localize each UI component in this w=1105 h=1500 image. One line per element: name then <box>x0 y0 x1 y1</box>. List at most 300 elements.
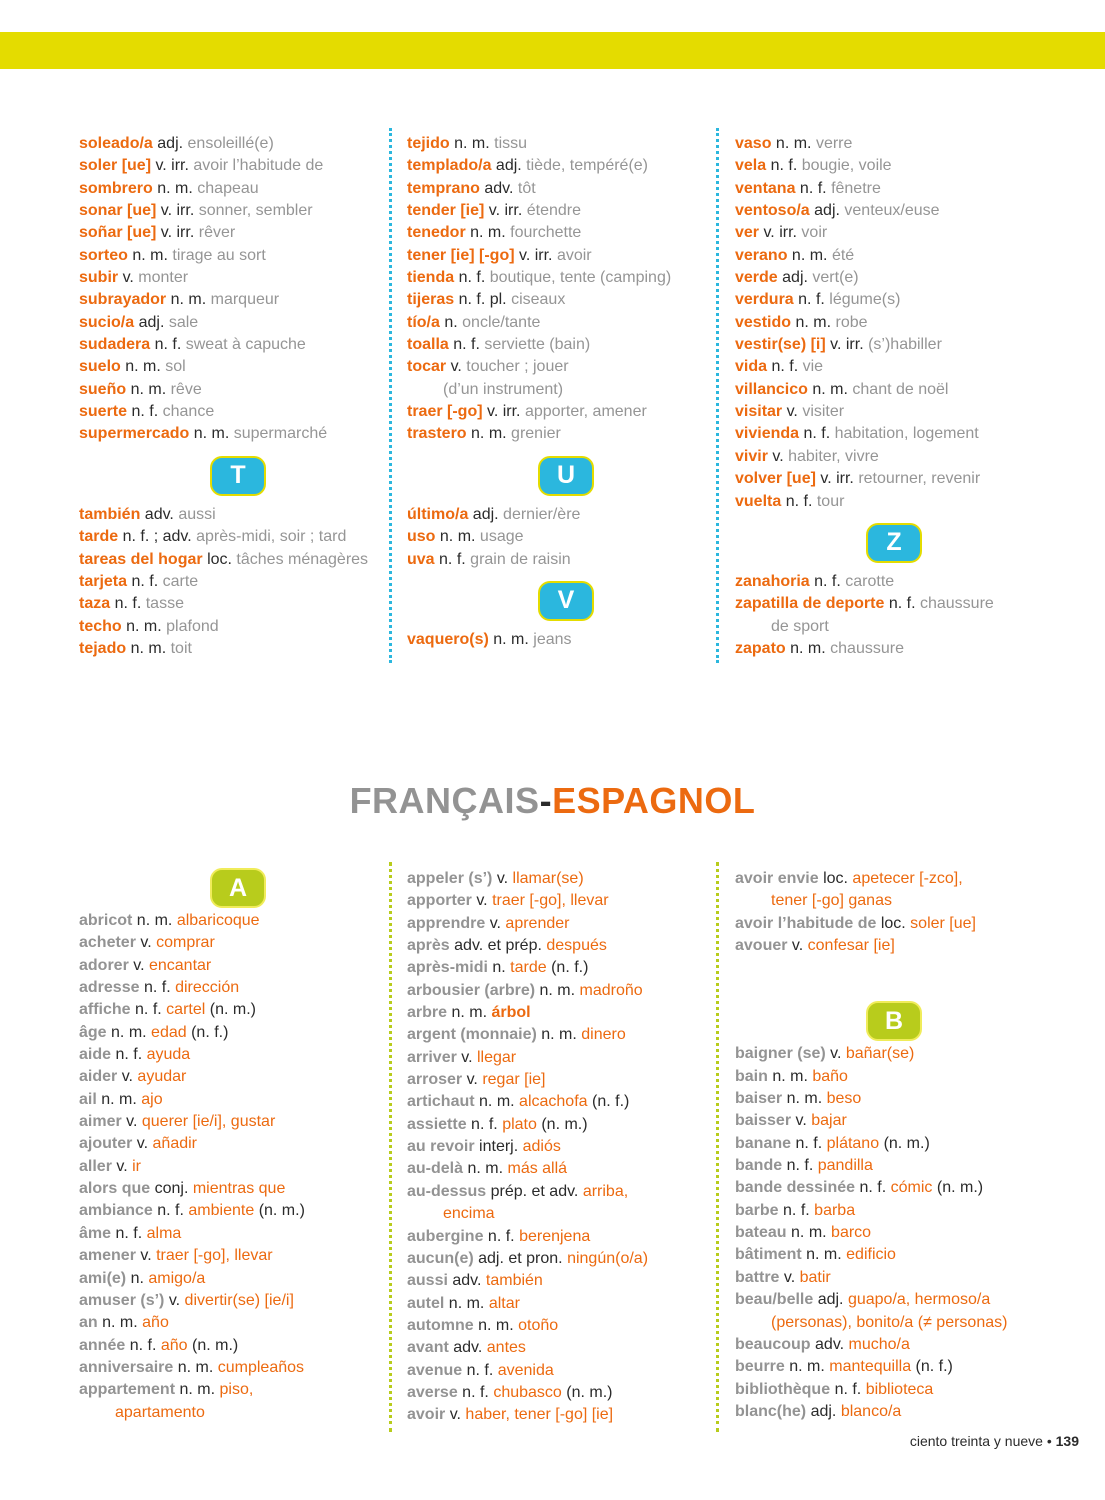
grammar-label: v. <box>122 269 134 287</box>
translation: cómic <box>890 1179 933 1197</box>
dictionary-entry <box>735 133 1053 155</box>
dictionary-entry <box>79 593 397 615</box>
grammar-label: n. m. <box>136 912 173 929</box>
translation: aprender <box>505 914 570 932</box>
headword: bande <box>735 1157 783 1175</box>
dictionary-entry <box>407 1382 725 1404</box>
grammar-label: adj. <box>495 157 522 175</box>
translation: ciseaux <box>511 291 566 309</box>
translation: alcachofa <box>519 1093 588 1111</box>
translation: (s’)habiller <box>868 336 942 354</box>
translation: traer [-go], llevar <box>156 1247 273 1265</box>
headword: tocar <box>407 358 447 376</box>
headword: alors que <box>79 1180 151 1198</box>
dictionary-entry <box>407 549 725 571</box>
translation: plato <box>502 1115 537 1133</box>
headword: baigner (se) <box>735 1045 826 1063</box>
dictionary-entry <box>79 245 397 267</box>
headword: tijeras <box>407 291 455 309</box>
grammar-label: n. m. <box>790 639 826 657</box>
headword: vaquero(s) <box>407 630 489 648</box>
grammar-label: v. <box>140 934 152 952</box>
translation: apetecer [-zco], <box>852 870 963 887</box>
dictionary-entry <box>79 549 397 571</box>
grammar-label: n. <box>492 959 506 977</box>
dictionary-entry <box>735 1088 1053 1110</box>
dictionary-entry <box>735 1379 1053 1401</box>
grammar-label: (n. m.) <box>883 1134 930 1152</box>
grammar-label: n. m. <box>772 1067 808 1085</box>
translation: madroño <box>579 981 643 999</box>
dictionary-entry <box>79 977 397 999</box>
headword: aider <box>79 1068 118 1086</box>
headword: sucio/a <box>79 313 135 331</box>
entry-continuation <box>407 1203 725 1225</box>
dictionary-entry <box>735 1244 1053 1266</box>
translation: regar [ie] <box>482 1071 546 1089</box>
translation: blanco/a <box>840 1402 902 1420</box>
dictionary-entry <box>79 1357 397 1379</box>
dictionary-entry <box>79 1379 397 1401</box>
translation: visiter <box>802 403 845 421</box>
translation: retourner, revenir <box>858 470 981 488</box>
fr-column-1 <box>79 868 397 1424</box>
grammar-label: v. <box>126 1113 138 1131</box>
dictionary-entry <box>79 356 397 378</box>
dictionary-entry <box>407 980 725 1002</box>
grammar-label: n. m. <box>471 425 507 443</box>
translation: más allá <box>507 1160 568 1178</box>
translation: ensoleillé(e) <box>187 135 274 152</box>
dictionary-entry <box>79 178 397 200</box>
letter-badge-b: B <box>866 1001 922 1041</box>
headword: avoir <box>407 1406 446 1424</box>
grammar-label: n. m. <box>541 1026 577 1044</box>
dictionary-entry <box>407 245 725 267</box>
grammar-label: n. m. <box>102 1314 138 1332</box>
translation: año <box>142 1314 169 1332</box>
dictionary-entry <box>79 526 397 548</box>
translation: guapo/a, hermoso/a <box>847 1291 991 1309</box>
translation: otoño <box>518 1316 559 1334</box>
translation: ambiente <box>188 1202 255 1220</box>
grammar-label: v. irr. <box>160 224 195 242</box>
grammar-label: (n. m.) <box>566 1383 613 1401</box>
grammar-label: n. m. <box>157 179 193 197</box>
section-title <box>0 780 1105 822</box>
grammar-label: n. m. <box>467 1160 504 1178</box>
headword: aller <box>79 1157 112 1175</box>
grammar-label: n. m. <box>126 617 162 635</box>
grammar-label: adv. <box>484 179 514 197</box>
title-espagnol: ESPAGNOL <box>552 780 756 821</box>
footer-bullet: • <box>1046 1433 1052 1449</box>
letter-badge-a: A <box>210 868 266 908</box>
headword: aubergine <box>407 1227 484 1245</box>
grammar-label: v. <box>450 358 462 376</box>
headword: vivir <box>735 447 768 465</box>
grammar-label: adv. <box>453 1339 483 1357</box>
dictionary-entry <box>735 289 1053 311</box>
dictionary-entry <box>79 999 397 1021</box>
headword: sudadera <box>79 336 151 354</box>
grammar-label: v. irr. <box>519 246 553 264</box>
grammar-label: v. <box>116 1157 128 1175</box>
dictionary-entry <box>407 504 725 526</box>
headword: an <box>79 1314 98 1332</box>
column-divider <box>716 862 719 1432</box>
grammar-label: n. f. <box>487 1227 515 1245</box>
headword: beurre <box>735 1358 785 1376</box>
dictionary-entry <box>79 423 397 445</box>
grammar-label: n. f. <box>154 336 182 354</box>
headword: vaso <box>735 135 772 152</box>
grammar-label: (n. m.) <box>936 1179 984 1197</box>
translation: aussi <box>178 505 216 523</box>
dictionary-entry <box>407 1226 725 1248</box>
grammar-label: n. f. <box>783 1201 810 1219</box>
translation: bougie, voile <box>801 157 892 175</box>
grammar-label: n. f. <box>795 1134 823 1152</box>
grammar-label: n. f. <box>799 179 827 197</box>
dictionary-entry <box>735 1200 1053 1222</box>
translation: mantequilla <box>829 1358 912 1376</box>
headword: verde <box>735 269 778 287</box>
dictionary-entry <box>735 200 1053 222</box>
grammar-label: adj. <box>810 1402 837 1420</box>
grammar-label: n. m. <box>111 1023 147 1041</box>
headword: barbe <box>735 1201 779 1219</box>
translation: también <box>485 1272 543 1290</box>
dictionary-entry <box>79 1133 397 1155</box>
translation: piso, <box>219 1381 254 1399</box>
dictionary-entry <box>407 1270 725 1292</box>
dictionary-entry <box>407 1181 725 1203</box>
headword: assiette <box>407 1115 467 1133</box>
translation: querer [ie/i], gustar <box>141 1113 276 1131</box>
translation: chaussure <box>830 639 904 657</box>
dictionary-entry <box>735 446 1053 468</box>
translation: sale <box>168 313 199 331</box>
headword: apprendre <box>407 914 486 932</box>
grammar-label: n. f. <box>115 1224 143 1242</box>
translation: été <box>831 246 855 264</box>
grammar-label: n. f. <box>770 157 798 175</box>
grammar-label: n. f. ; adv. <box>122 528 192 546</box>
dictionary-entry <box>407 1136 725 1158</box>
dictionary-entry <box>735 935 1053 957</box>
translation: grenier <box>511 425 561 443</box>
translation: toit <box>170 639 192 657</box>
translation: étendre <box>526 202 581 220</box>
translation: sweat à capuche <box>185 336 306 354</box>
dictionary-entry <box>79 1111 397 1133</box>
headword: tareas del hogar <box>79 550 203 568</box>
dictionary-entry <box>79 1335 397 1357</box>
page-number: 139 <box>1055 1433 1079 1449</box>
dictionary-entry <box>735 1177 1053 1199</box>
grammar-label: v. <box>786 403 798 421</box>
grammar-label: loc. <box>207 550 232 568</box>
translation: apartamento <box>115 1403 205 1421</box>
entry-continuation <box>735 616 1053 638</box>
grammar-label: n. m. <box>493 630 529 648</box>
grammar-label: adv. et prép. <box>454 937 542 955</box>
translation: habitation, logement <box>834 425 979 443</box>
letter-badge-u: U <box>538 456 594 496</box>
grammar-label: adj. <box>814 202 840 220</box>
translation: dinero <box>581 1026 626 1044</box>
headword: templado/a <box>407 157 492 175</box>
translation: toucher ; jouer <box>466 358 569 376</box>
dictionary-entry <box>407 1024 725 1046</box>
grammar-label: n. m. <box>806 1246 842 1264</box>
headword: ami(e) <box>79 1269 127 1287</box>
grammar-label: n. f. <box>466 1361 494 1379</box>
dictionary-entry <box>735 1356 1053 1378</box>
translation: usage <box>479 528 524 546</box>
entry-continuation <box>79 1402 397 1424</box>
grammar-label: adj. <box>472 505 499 523</box>
translation: antes <box>486 1339 526 1357</box>
dictionary-entry <box>79 1290 397 1312</box>
translation: cartel <box>166 1001 206 1019</box>
dictionary-entry <box>735 913 1053 935</box>
headword: zapato <box>735 639 786 657</box>
headword: arbre <box>407 1004 448 1022</box>
translation: verre <box>815 135 853 152</box>
grammar-label: n. f. <box>803 425 831 443</box>
headword: último/a <box>407 505 469 523</box>
letter-badge-t: T <box>210 456 266 496</box>
headword: bain <box>735 1067 768 1085</box>
headword: visitar <box>735 403 783 421</box>
grammar-label: n. m. <box>177 1358 214 1376</box>
grammar-label: n. f. <box>462 1383 489 1401</box>
translation: chapeau <box>197 179 259 197</box>
headword: appeler (s’) <box>407 870 493 887</box>
translation: llamar(se) <box>512 870 584 887</box>
grammar-label: adv. <box>452 1272 482 1290</box>
grammar-label: n. f. <box>834 1380 862 1398</box>
headword: trastero <box>407 425 467 443</box>
headword: avoir envie <box>735 870 819 887</box>
translation: plafond <box>166 617 219 635</box>
dictionary-entry <box>79 616 397 638</box>
dictionary-entry <box>735 379 1053 401</box>
translation: ir <box>132 1157 141 1175</box>
grammar-label: n. m. <box>193 425 230 443</box>
translation: sonner, sembler <box>198 202 313 220</box>
letter-badge-z: Z <box>866 523 922 563</box>
headword: uva <box>407 550 435 568</box>
headword: vuelta <box>735 492 782 510</box>
translation: edificio <box>846 1246 896 1264</box>
headword: artichaut <box>407 1093 475 1111</box>
translation: monter <box>138 269 189 287</box>
es-column-3 <box>735 133 1053 660</box>
dictionary-entry <box>407 868 725 890</box>
headword: suerte <box>79 403 128 421</box>
translation: ayudar <box>137 1068 187 1086</box>
grammar-label: (n. m.) <box>258 1202 305 1220</box>
dictionary-entry <box>735 245 1053 267</box>
grammar-label: n. m. <box>786 1090 823 1108</box>
headword: tejado <box>79 639 127 657</box>
grammar-label: n. f. <box>129 1336 157 1354</box>
headword: supermercado <box>79 425 190 443</box>
headword: tender [ie] <box>407 202 485 220</box>
dictionary-entry <box>79 1044 397 1066</box>
grammar-label: conj. <box>154 1180 189 1198</box>
dictionary-entry <box>735 1267 1053 1289</box>
dictionary-entry <box>735 1110 1053 1132</box>
headword: también <box>79 505 141 523</box>
headword: arbousier (arbre) <box>407 981 536 999</box>
fr-column-3 <box>735 868 1053 1423</box>
headword: au revoir <box>407 1138 475 1156</box>
grammar-label: n. m. <box>791 1224 827 1242</box>
headword: adorer <box>79 956 129 974</box>
translation: après-midi, soir ; tard <box>196 528 347 546</box>
dictionary-entry <box>407 1114 725 1136</box>
headword: aimer <box>79 1113 122 1131</box>
headword: arroser <box>407 1071 463 1089</box>
headword: beaucoup <box>735 1335 811 1353</box>
headword: sorteo <box>79 246 128 264</box>
headword: battre <box>735 1268 780 1286</box>
dictionary-entry <box>407 935 725 957</box>
fr-column-2 <box>407 868 725 1427</box>
grammar-label: n. f. <box>131 572 159 590</box>
translation: beso <box>826 1090 862 1108</box>
grammar-label: v. irr. <box>155 157 189 175</box>
dictionary-entry <box>735 1066 1053 1088</box>
grammar-label: v. <box>461 1048 473 1066</box>
translation: apporter, amener <box>524 403 647 421</box>
grammar-label: n. f. <box>143 979 171 997</box>
headword: uso <box>407 528 436 546</box>
translation: tissu <box>494 135 528 152</box>
grammar-label: v. irr. <box>763 224 797 242</box>
grammar-label: n. m. <box>478 1316 514 1334</box>
headword: temprano <box>407 179 480 197</box>
translation: encima <box>443 1205 495 1223</box>
headword: acheter <box>79 934 136 952</box>
headword: au-delà <box>407 1160 464 1178</box>
translation: dernier/ère <box>503 505 581 523</box>
headword: verano <box>735 246 788 264</box>
grammar-label: n. m. <box>451 1004 488 1022</box>
translation: (d’un instrument) <box>443 380 564 398</box>
headword: averse <box>407 1383 458 1401</box>
dictionary-entry <box>407 913 725 935</box>
headword: banane <box>735 1134 792 1152</box>
headword: vestir(se) [i] <box>735 336 826 354</box>
grammar-label: n. m. <box>132 246 168 264</box>
headword: beau/belle <box>735 1291 814 1309</box>
translation: tour <box>816 492 845 510</box>
translation: chance <box>162 403 215 421</box>
dictionary-entry <box>407 133 725 155</box>
headword: sombrero <box>79 179 153 197</box>
headword: après-midi <box>407 959 488 977</box>
grammar-label: n. f. <box>453 336 480 354</box>
translation: tiède, tempéré(e) <box>526 157 649 175</box>
grammar-label: n. f. <box>115 1046 143 1064</box>
grammar-label: v. irr. <box>488 202 523 220</box>
headword: adresse <box>79 979 140 997</box>
translation: marqueur <box>210 291 280 309</box>
dictionary-entry <box>735 312 1053 334</box>
grammar-label: n. m. <box>448 1294 485 1312</box>
translation: avenida <box>497 1361 554 1379</box>
headword: vela <box>735 157 767 175</box>
translation: soler [ue] <box>910 914 976 932</box>
translation: tarde <box>510 959 547 977</box>
title-francais: FRANÇAIS <box>349 780 540 821</box>
grammar-label: n. <box>444 313 458 331</box>
headword: bande dessinée <box>735 1179 856 1197</box>
grammar-label: interj. <box>479 1138 519 1156</box>
headword: ver <box>735 224 760 242</box>
dictionary-entry <box>735 638 1053 660</box>
translation: serviette (bain) <box>484 336 591 354</box>
grammar-label: n. m. <box>101 1090 137 1108</box>
headword: soler [ue] <box>79 157 152 175</box>
translation: ayuda <box>146 1046 191 1064</box>
dictionary-entry <box>79 638 397 660</box>
grammar-label: n. <box>130 1269 144 1287</box>
grammar-label: (n. m.) <box>209 1001 256 1019</box>
translation: edad <box>151 1023 187 1041</box>
translation: vert(e) <box>812 269 859 287</box>
translation: después <box>546 937 607 955</box>
headword: abricot <box>79 912 133 929</box>
dictionary-entry <box>407 312 725 334</box>
headword: tienda <box>407 269 455 287</box>
grammar-label: v. <box>489 914 501 932</box>
dictionary-entry <box>735 178 1053 200</box>
translation: pandilla <box>817 1157 873 1175</box>
letter-badge-v: V <box>538 581 594 621</box>
dictionary-entry <box>407 1158 725 1180</box>
dictionary-entry <box>407 1404 725 1426</box>
grammar-label: n. f. <box>814 572 841 590</box>
translation: carte <box>162 572 199 590</box>
dictionary-entry <box>79 1022 397 1044</box>
dictionary-entry <box>79 1312 397 1334</box>
translation: albaricoque <box>176 912 260 929</box>
dictionary-entry <box>735 491 1053 513</box>
grammar-label: n. f. <box>859 1179 887 1197</box>
headword: tenedor <box>407 224 466 242</box>
translation: batir <box>799 1268 831 1286</box>
grammar-label: n. m. <box>791 246 828 264</box>
grammar-label: prép. et adv. <box>490 1182 579 1200</box>
entry-continuation <box>735 1312 1053 1334</box>
headword: subrayador <box>79 291 167 309</box>
grammar-label: n. m. <box>789 1358 825 1376</box>
dictionary-entry <box>79 910 397 932</box>
dictionary-entry <box>407 222 725 244</box>
dictionary-entry <box>407 1293 725 1315</box>
page-number-words: ciento treinta y nueve <box>909 1433 1043 1449</box>
translation: divertir(se) [ie/i] <box>184 1291 294 1309</box>
grammar-label: n. m. <box>539 981 576 999</box>
dictionary-entry <box>79 955 397 977</box>
headword: techo <box>79 617 122 635</box>
